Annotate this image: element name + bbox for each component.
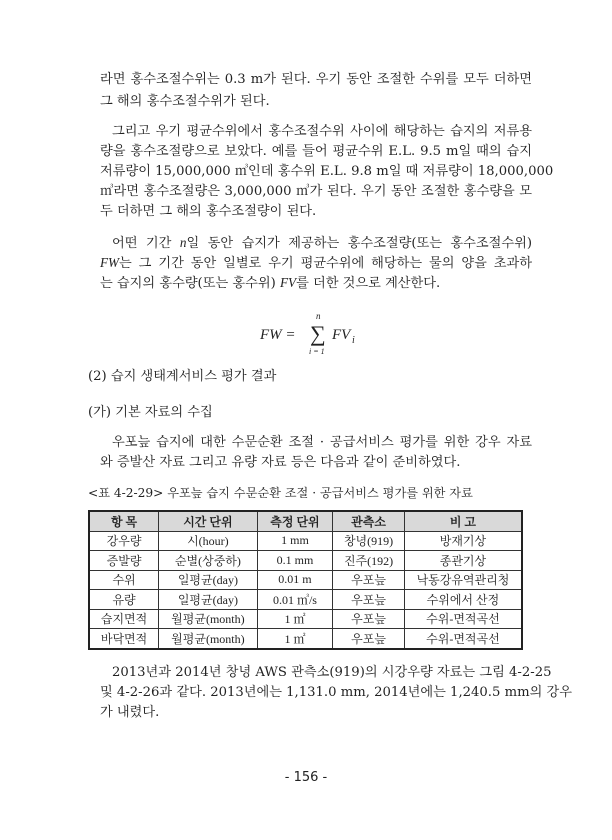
table-cell: 습지면적 bbox=[89, 609, 159, 629]
table-cell: 1 mm bbox=[257, 531, 333, 551]
column-header: 항 목 bbox=[89, 511, 159, 531]
table-cell: 우포늪 bbox=[333, 609, 405, 629]
table-cell: 강우량 bbox=[89, 531, 159, 551]
text-line bbox=[100, 254, 532, 272]
column-header: 비 고 bbox=[404, 511, 522, 531]
table-cell: 종관기상 bbox=[404, 551, 522, 571]
math-var: n bbox=[179, 235, 187, 250]
table-cell: 0.01 ㎥/s bbox=[257, 590, 333, 610]
sum-symbol: ∑ bbox=[310, 321, 326, 346]
text-line: 그리고 우기 평균수위에서 홍수조절수위 사이에 해당하는 습지의 저류용 bbox=[112, 124, 532, 139]
table-cell: 월평균(month) bbox=[159, 629, 258, 649]
table-cell: 바닥면적 bbox=[89, 629, 159, 649]
text-line: 량을 홍수조절량으로 보았다. 예를 들어 평균수위 E.L. 9.5 m일 때의 습지 bbox=[100, 144, 532, 159]
section-heading: (2) 습지 생태계서비스 평가 결과 bbox=[88, 369, 277, 384]
table-row bbox=[89, 570, 522, 590]
table-cell: 수위 bbox=[89, 570, 159, 590]
sum-upper: n bbox=[316, 311, 321, 321]
table-row bbox=[89, 590, 522, 610]
column-header: 시간 단위 bbox=[159, 511, 258, 531]
table-cell: 우포늪 bbox=[333, 590, 405, 610]
table-cell: 수위-면적곡선 bbox=[404, 629, 522, 649]
table-header-row bbox=[89, 511, 522, 531]
table-cell: 낙동강유역관리청 bbox=[404, 570, 522, 590]
formula-term: FV bbox=[332, 327, 351, 343]
text-line: 가 내렸다. bbox=[100, 705, 160, 720]
text-line: 두 더하면 그 해의 홍수조절량이 된다. bbox=[100, 204, 317, 219]
text-line: 저류량이 15,000,000 ㎥인데 홍수위 E.L. 9.8 m일 때 저류량이 18,000,000 bbox=[100, 164, 554, 179]
data-table bbox=[88, 510, 523, 650]
text-line: 우포늪 습지에 대한 수문순환 조절 · 공급서비스 평가를 위한 강우 자료 bbox=[112, 435, 532, 450]
table-cell: 수위에서 산정 bbox=[404, 590, 522, 610]
text-line bbox=[100, 274, 532, 292]
table-cell: 0.1 mm bbox=[257, 551, 333, 571]
text: 일 동안 습지가 제공하는 홍수조절량(또는 홍수조절수위) bbox=[186, 236, 532, 251]
formula bbox=[260, 312, 390, 358]
table-cell: 유량 bbox=[89, 590, 159, 610]
table-cell: 방재기상 bbox=[404, 531, 522, 551]
table-cell: 일평균(day) bbox=[159, 570, 258, 590]
text-line bbox=[112, 234, 532, 252]
text-line: ㎥라면 홍수조절량은 3,000,000 ㎥가 된다. 우기 동안 조절한 홍수량을 모 bbox=[100, 184, 532, 199]
table-cell: 1 ㎡ bbox=[257, 629, 333, 649]
sum-lower: i = 1 bbox=[309, 347, 325, 356]
column-header: 측정 단위 bbox=[257, 511, 333, 531]
table-cell: 진주(192) bbox=[333, 551, 405, 571]
table-cell: 1 ㎡ bbox=[257, 609, 333, 629]
text-line: 및 4-2-26과 같다. 2013년에는 1,131.0 mm, 2014년에는 1,240.5 mm의 강우 bbox=[100, 685, 573, 700]
table-row bbox=[89, 531, 522, 551]
table-cell: 우포늪 bbox=[333, 570, 405, 590]
text-line: 와 증발산 자료 그리고 유량 자료 등은 다음과 같이 준비하였다. bbox=[100, 455, 461, 470]
text: 를 더한 것으로 계산한다. bbox=[296, 276, 441, 291]
table-cell: 증발량 bbox=[89, 551, 159, 571]
table-cell: 우포늪 bbox=[333, 629, 405, 649]
math-var: FW bbox=[100, 255, 120, 270]
text: 는 습지의 홍수량(또는 홍수위) bbox=[100, 276, 280, 291]
table-caption: <표 4-2-29> 우포늪 습지 수문순환 조절 · 공급서비스 평가를 위한 자료 bbox=[88, 486, 473, 500]
text-line: 2013년과 2014년 창녕 AWS 관측소(919)의 시강우량 자료는 그림 4-2-25 bbox=[112, 665, 552, 680]
table-cell: 일평균(day) bbox=[159, 590, 258, 610]
text: 는 그 기간 동안 일별로 우기 평균수위에 해당하는 물의 양을 초과하 bbox=[119, 256, 532, 271]
table-cell: 0.01 m bbox=[257, 570, 333, 590]
table-row bbox=[89, 629, 522, 649]
subsection-heading: (가) 기본 자료의 수집 bbox=[88, 405, 213, 420]
formula-lhs: FW = bbox=[260, 327, 296, 343]
table-cell: 월평균(month) bbox=[159, 609, 258, 629]
formula-subscript: i bbox=[352, 335, 355, 346]
table-cell: 창녕(919) bbox=[333, 531, 405, 551]
table-cell: 수위-면적곡선 bbox=[404, 609, 522, 629]
table-cell: 시(hour) bbox=[159, 531, 258, 551]
text: 어떤 기간 bbox=[112, 236, 180, 251]
table-cell: 순별(상중하) bbox=[159, 551, 258, 571]
table-row bbox=[89, 609, 522, 629]
column-header: 관측소 bbox=[333, 511, 405, 531]
math-var: FV bbox=[279, 275, 297, 290]
text-line: 그 해의 홍수조절수위가 된다. bbox=[100, 94, 270, 109]
page-number: - 156 - bbox=[284, 770, 328, 785]
text-line: 라면 홍수조절수위는 0.3 m가 된다. 우기 동안 조절한 수위를 모두 더하면 bbox=[100, 72, 532, 87]
table-row bbox=[89, 551, 522, 571]
